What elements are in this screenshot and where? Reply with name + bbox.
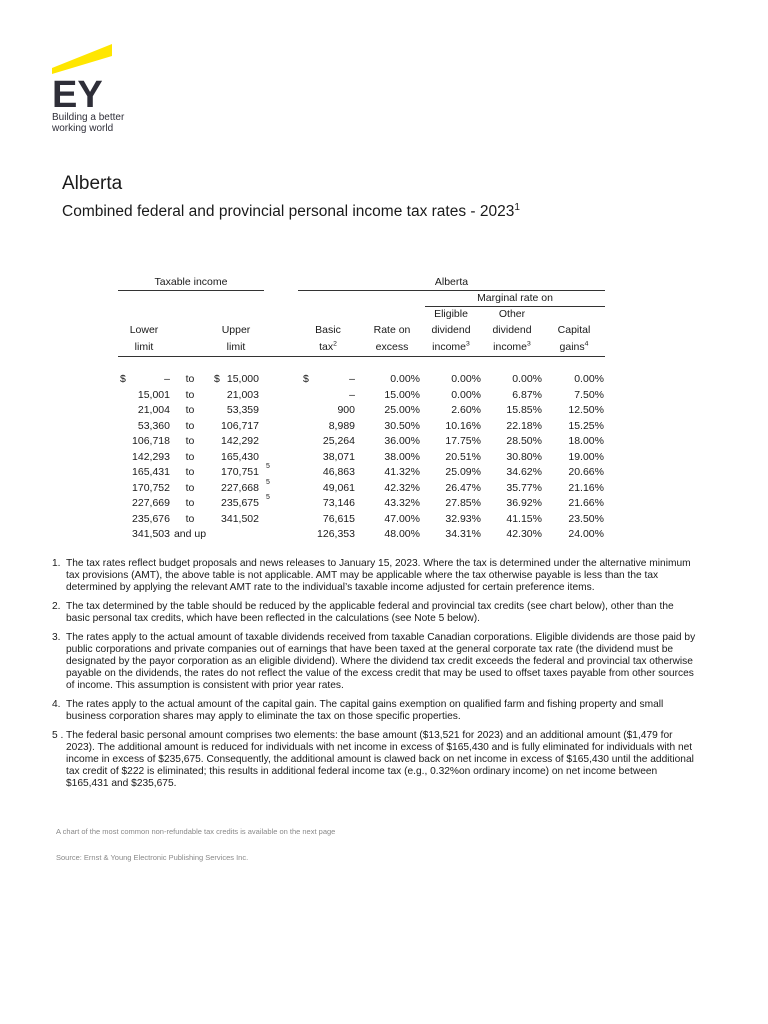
cell-basic: 49,061 bbox=[322, 481, 355, 494]
cell-cap: 23.50% bbox=[568, 512, 604, 525]
cell-footnote-ref: 5 bbox=[266, 463, 270, 470]
col-basic-line1: Basic bbox=[315, 324, 341, 336]
cell-upper: 341,502 bbox=[221, 512, 259, 525]
cell-elig: 32.93% bbox=[445, 512, 481, 525]
footnote-5: 5 . The federal basic personal amount comprises two elements: the base amount ($13,521 for 2023) and an additional amount ($1,479 for 2023). The additional amount is reduced for individuals with net income in excess of $165,430 and is fully eliminated for individuals with net income in excess of $235,675. Consequently, the additional amount is clawed back on net income in excess of $165,430 until the additional tax credit of $222 is eliminated; this results in additional federal income tax (e.g., 0.32%on ordinary income) on net income between $165,431 and $235,675. bbox=[52, 730, 694, 789]
footer-credits-note: A chart of the most common non-refundable tax credits is available on the next page bbox=[56, 827, 336, 836]
cell-rate: 43.32% bbox=[384, 497, 420, 509]
cell-rate: 48.00% bbox=[384, 528, 420, 540]
col-capital-line2: gains$^4$ bbox=[559, 340, 589, 353]
cell-upper: 227,668 bbox=[221, 481, 259, 494]
col-eligible-line2: dividend bbox=[431, 324, 471, 336]
cell-sep: to bbox=[185, 373, 195, 385]
cell-cap: 19.00% bbox=[568, 450, 604, 463]
page-title: Alberta bbox=[62, 173, 123, 194]
cell-sep: to bbox=[185, 466, 195, 478]
footnotes bbox=[52, 558, 697, 797]
col-upper-line2: limit bbox=[226, 341, 246, 353]
cell-rate: 47.00% bbox=[384, 512, 420, 525]
cell-rate: 41.32% bbox=[384, 466, 420, 478]
cell-other: 42.30% bbox=[506, 528, 542, 540]
cell-lower: 106,718 bbox=[132, 435, 170, 447]
cell-lower-sym: $ bbox=[120, 373, 126, 385]
cell-elig: 2.60% bbox=[451, 404, 481, 416]
subtitle-text: Combined federal and provincial personal income tax rates - 2023 bbox=[62, 203, 515, 220]
footnote-1: 1. The tax rates reflect budget proposals and news releases to January 15, 2023. Where the tax is determined under the alternative minimum tax provisions (AMT), the above table is not applicable. AMT may be applicable where the tax otherwise payable is less than the tax determined by applying the relevant AMT rate to the individual’s taxable income adjusted for certain preference items. bbox=[52, 558, 691, 593]
cell-rate: 38.00% bbox=[384, 450, 420, 463]
cell-upper: 21,003 bbox=[226, 388, 259, 401]
cell-basic: 900 bbox=[337, 404, 355, 416]
cell-cap: 20.66% bbox=[568, 466, 604, 478]
cell-upper: 142,292 bbox=[221, 435, 259, 447]
cell-sep: to bbox=[185, 404, 195, 416]
cell-other: 6.87% bbox=[512, 388, 542, 401]
footnote-3: 3. The rates apply to the actual amount of taxable dividends received from taxable Canadian corporations. Eligible dividends are those paid by public corporations and private companies out of earnings that have been taxed at the general corporate tax rate (the dividend must be designated by the payor corporation as an eligible dividend). Where the dividend tax credit exceeds the federal and provincial tax otherwise payable on the dividends, the rates do not reflect the value of the excess credit that may be used to offset taxes payable from other sources of income. This assumption is consistent with prior year rates. bbox=[52, 632, 696, 691]
cell-cap: 24.00% bbox=[568, 528, 604, 540]
cell-other: 28.50% bbox=[506, 435, 542, 447]
cell-elig: 25.09% bbox=[445, 466, 481, 478]
col-eligible-line3: income$^3$ bbox=[432, 340, 470, 353]
logo-text: EY bbox=[52, 74, 103, 110]
cell-elig: 17.75% bbox=[445, 435, 481, 447]
tagline-line-1: Building a better bbox=[52, 112, 125, 123]
cell-sep: to bbox=[185, 419, 195, 432]
cell-upper-sym: $ bbox=[214, 373, 220, 385]
cell-cap: 7.50% bbox=[574, 388, 604, 401]
cell-rate: 15.00% bbox=[384, 388, 420, 401]
cell-other: 34.62% bbox=[506, 466, 542, 478]
cell-upper: 53,359 bbox=[226, 404, 259, 416]
cell-other: 0.00% bbox=[512, 373, 542, 385]
cell-sep: to bbox=[185, 450, 195, 463]
col-eligible-line1: Eligible bbox=[434, 308, 468, 320]
cell-other: 15.85% bbox=[506, 404, 542, 416]
cell-elig: 0.00% bbox=[451, 388, 481, 401]
cell-upper: 170,751 bbox=[221, 466, 259, 478]
cell-lower: 170,752 bbox=[132, 481, 170, 494]
cell-rate: 42.32% bbox=[384, 481, 420, 494]
footnote-4: 4. The rates apply to the actual amount of the capital gain. The capital gains exemption on qualified farm and fishing property and small business corporation shares may apply to eliminate the tax on those specific properties. bbox=[52, 699, 664, 722]
footer-source: Source: Ernst & Young Electronic Publishing Services Inc. bbox=[56, 853, 249, 862]
cell-basic: – bbox=[349, 388, 355, 401]
cell-cap: 21.16% bbox=[568, 481, 604, 494]
cell-lower: 341,503 bbox=[132, 528, 170, 540]
cell-other: 36.92% bbox=[506, 497, 542, 509]
taxable-income-rule bbox=[118, 290, 264, 291]
cell-sep: and up bbox=[173, 528, 207, 540]
cell-footnote-ref: 5 bbox=[266, 478, 270, 486]
marginal-rate-rule bbox=[425, 306, 605, 307]
cell-other: 35.77% bbox=[506, 481, 542, 494]
col-rate-line2: excess bbox=[375, 341, 409, 353]
footnote-2: 2. The tax determined by the table should be reduced by the applicable federal and provincial tax credits (see chart below), other than the basic personal tax credits, which have been reflected in the calculations (see Note 5 below). bbox=[52, 601, 674, 624]
cell-lower: – bbox=[164, 373, 170, 385]
cell-lower: 165,431 bbox=[132, 466, 170, 478]
cell-elig: 10.16% bbox=[445, 419, 481, 432]
col-other-line2: dividend bbox=[492, 324, 532, 336]
cell-elig: 27.85% bbox=[445, 497, 481, 509]
cell-cap: 21.66% bbox=[568, 497, 604, 509]
cell-basic-sym: $ bbox=[303, 373, 309, 385]
cell-basic: – bbox=[349, 373, 355, 385]
marginal-rate-heading: Marginal rate on bbox=[477, 292, 553, 304]
cell-lower: 15,001 bbox=[137, 388, 170, 401]
cell-other: 22.18% bbox=[506, 419, 542, 432]
alberta-rule bbox=[298, 290, 605, 291]
cell-rate: 25.00% bbox=[384, 404, 420, 416]
header-bottom-rule bbox=[118, 356, 605, 357]
cell-basic: 25,264 bbox=[322, 435, 355, 447]
col-rate-line1: Rate on bbox=[373, 324, 411, 336]
cell-lower: 235,676 bbox=[132, 512, 170, 525]
col-lower-line1: Lower bbox=[129, 324, 159, 336]
cell-sep: to bbox=[185, 435, 195, 447]
cell-lower: 142,293 bbox=[132, 450, 170, 463]
cell-cap: 18.00% bbox=[568, 435, 604, 447]
cell-basic: 46,863 bbox=[322, 466, 355, 478]
col-lower-line2: limit bbox=[134, 341, 154, 353]
taxable-income-heading: Taxable income bbox=[154, 276, 228, 288]
cell-basic: 8,989 bbox=[328, 419, 355, 432]
col-upper-line1: Upper bbox=[221, 324, 251, 336]
cell-lower: 227,669 bbox=[132, 497, 170, 509]
cell-rate: 0.00% bbox=[390, 373, 420, 385]
cell-elig: 34.31% bbox=[445, 528, 481, 540]
cell-sep: to bbox=[185, 481, 195, 494]
cell-upper: 106,717 bbox=[221, 419, 259, 432]
tagline-line-2: working world bbox=[52, 123, 114, 134]
cell-cap: 0.00% bbox=[574, 373, 604, 385]
cell-cap: 15.25% bbox=[568, 419, 604, 432]
cell-elig: 0.00% bbox=[451, 373, 481, 385]
cell-cap: 12.50% bbox=[568, 404, 604, 416]
col-other-line3: income$^3$ bbox=[493, 340, 531, 353]
subtitle-footnote-ref: 1 bbox=[514, 201, 520, 213]
cell-basic: 38,071 bbox=[322, 450, 355, 463]
cell-rate: 36.00% bbox=[384, 435, 420, 447]
cell-upper: 15,000 bbox=[226, 373, 259, 385]
cell-upper: 235,675 bbox=[221, 497, 259, 509]
cell-upper: 165,430 bbox=[221, 450, 259, 463]
cell-basic: 76,615 bbox=[322, 512, 355, 525]
cell-lower: 53,360 bbox=[137, 419, 170, 432]
cell-sep: to bbox=[185, 497, 195, 509]
cell-rate: 30.50% bbox=[384, 419, 420, 432]
cell-other: 30.80% bbox=[506, 450, 542, 463]
col-other-line1: Other bbox=[498, 308, 526, 320]
cell-basic: 126,353 bbox=[317, 528, 355, 540]
cell-sep: to bbox=[185, 512, 195, 525]
cell-elig: 20.51% bbox=[445, 450, 481, 463]
cell-sep: to bbox=[185, 388, 195, 401]
cell-lower: 21,004 bbox=[137, 404, 170, 416]
col-basic-line2: tax$^2$ bbox=[319, 340, 337, 353]
cell-other: 41.15% bbox=[506, 512, 542, 525]
cell-basic: 73,146 bbox=[322, 497, 355, 509]
cell-elig: 26.47% bbox=[445, 481, 481, 494]
cell-footnote-ref: 5 bbox=[266, 494, 270, 501]
col-capital-line1: Capital bbox=[557, 324, 591, 336]
alberta-heading: Alberta bbox=[434, 276, 469, 288]
